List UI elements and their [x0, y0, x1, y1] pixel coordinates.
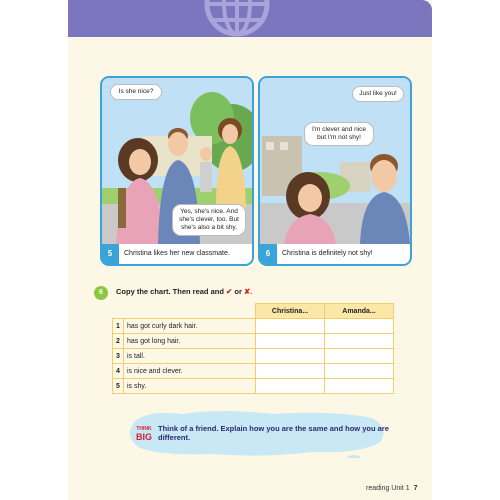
row-number: 2 — [113, 334, 124, 349]
answer-cell-christina[interactable] — [256, 349, 325, 364]
row-number: 1 — [113, 319, 124, 334]
panel-number: 6 — [265, 249, 271, 258]
caption-text: Christina is definitely not shy! — [277, 244, 410, 264]
row-statement: is nice and clever. — [124, 364, 256, 379]
speech-bubble: Is she nice? — [110, 84, 162, 100]
comic-panel-5 — [100, 76, 254, 266]
exercise-number-badge — [94, 286, 108, 300]
page-number: 7 — [413, 485, 418, 492]
row-statement: is shy. — [124, 379, 256, 394]
instruction-or: or — [234, 287, 242, 296]
answer-cell-christina[interactable] — [256, 379, 325, 394]
row-statement: has got long hair. — [124, 334, 256, 349]
chart-corner — [113, 304, 256, 319]
table-row — [113, 334, 394, 349]
exercise-number: 6 — [99, 289, 103, 296]
panel-number: 5 — [107, 249, 113, 258]
speech-bubble: Yes, she's nice. And she's clever, too. But she's also a bit shy. — [172, 204, 246, 236]
answer-cell-christina[interactable] — [256, 364, 325, 379]
row-number: 3 — [113, 349, 124, 364]
cross-icon: ✘. — [244, 287, 253, 296]
caption-bar — [260, 244, 410, 264]
answer-cell-christina[interactable] — [256, 334, 325, 349]
answer-cell-amanda[interactable] — [325, 379, 394, 394]
table-row — [113, 319, 394, 334]
answer-cell-amanda[interactable] — [325, 319, 394, 334]
answer-cell-amanda[interactable] — [325, 334, 394, 349]
svg-text:BIG: BIG — [135, 432, 153, 442]
think-big-text: Think of a friend. Explain how you are the same and how you are different. — [158, 424, 389, 442]
comparison-chart — [112, 303, 394, 394]
comic-illustration-6 — [260, 78, 410, 244]
exercise-instruction — [116, 287, 252, 296]
answer-cell-christina[interactable] — [256, 319, 325, 334]
comic-panel-6 — [258, 76, 412, 266]
header-band — [68, 0, 432, 37]
footer-label: reading Unit 1 — [366, 485, 410, 492]
globe-icon — [198, 0, 276, 37]
speech-bubble: Just like you! — [352, 86, 404, 102]
row-statement: is tall. — [124, 349, 256, 364]
caption-text: Christina likes her new classmate. — [119, 244, 252, 264]
page-footer — [366, 485, 418, 492]
tick-icon: ✔ — [226, 287, 233, 296]
instruction-text: Copy the chart. Then read and — [116, 287, 224, 296]
svg-text:THINK: THINK — [136, 426, 152, 432]
table-row — [113, 349, 394, 364]
row-number: 5 — [113, 379, 124, 394]
row-number: 4 — [113, 364, 124, 379]
table-row — [113, 379, 394, 394]
row-statement: has got curly dark hair. — [124, 319, 256, 334]
chart-header-christina: Christina... — [256, 304, 325, 319]
table-row — [113, 364, 394, 379]
caption-bar — [102, 244, 252, 264]
answer-cell-amanda[interactable] — [325, 364, 394, 379]
chart-header-amanda: Amanda... — [325, 304, 394, 319]
think-big-logo — [133, 424, 155, 442]
answer-cell-amanda[interactable] — [325, 349, 394, 364]
speech-bubble: I'm clever and nice but I'm not shy! — [304, 122, 374, 146]
